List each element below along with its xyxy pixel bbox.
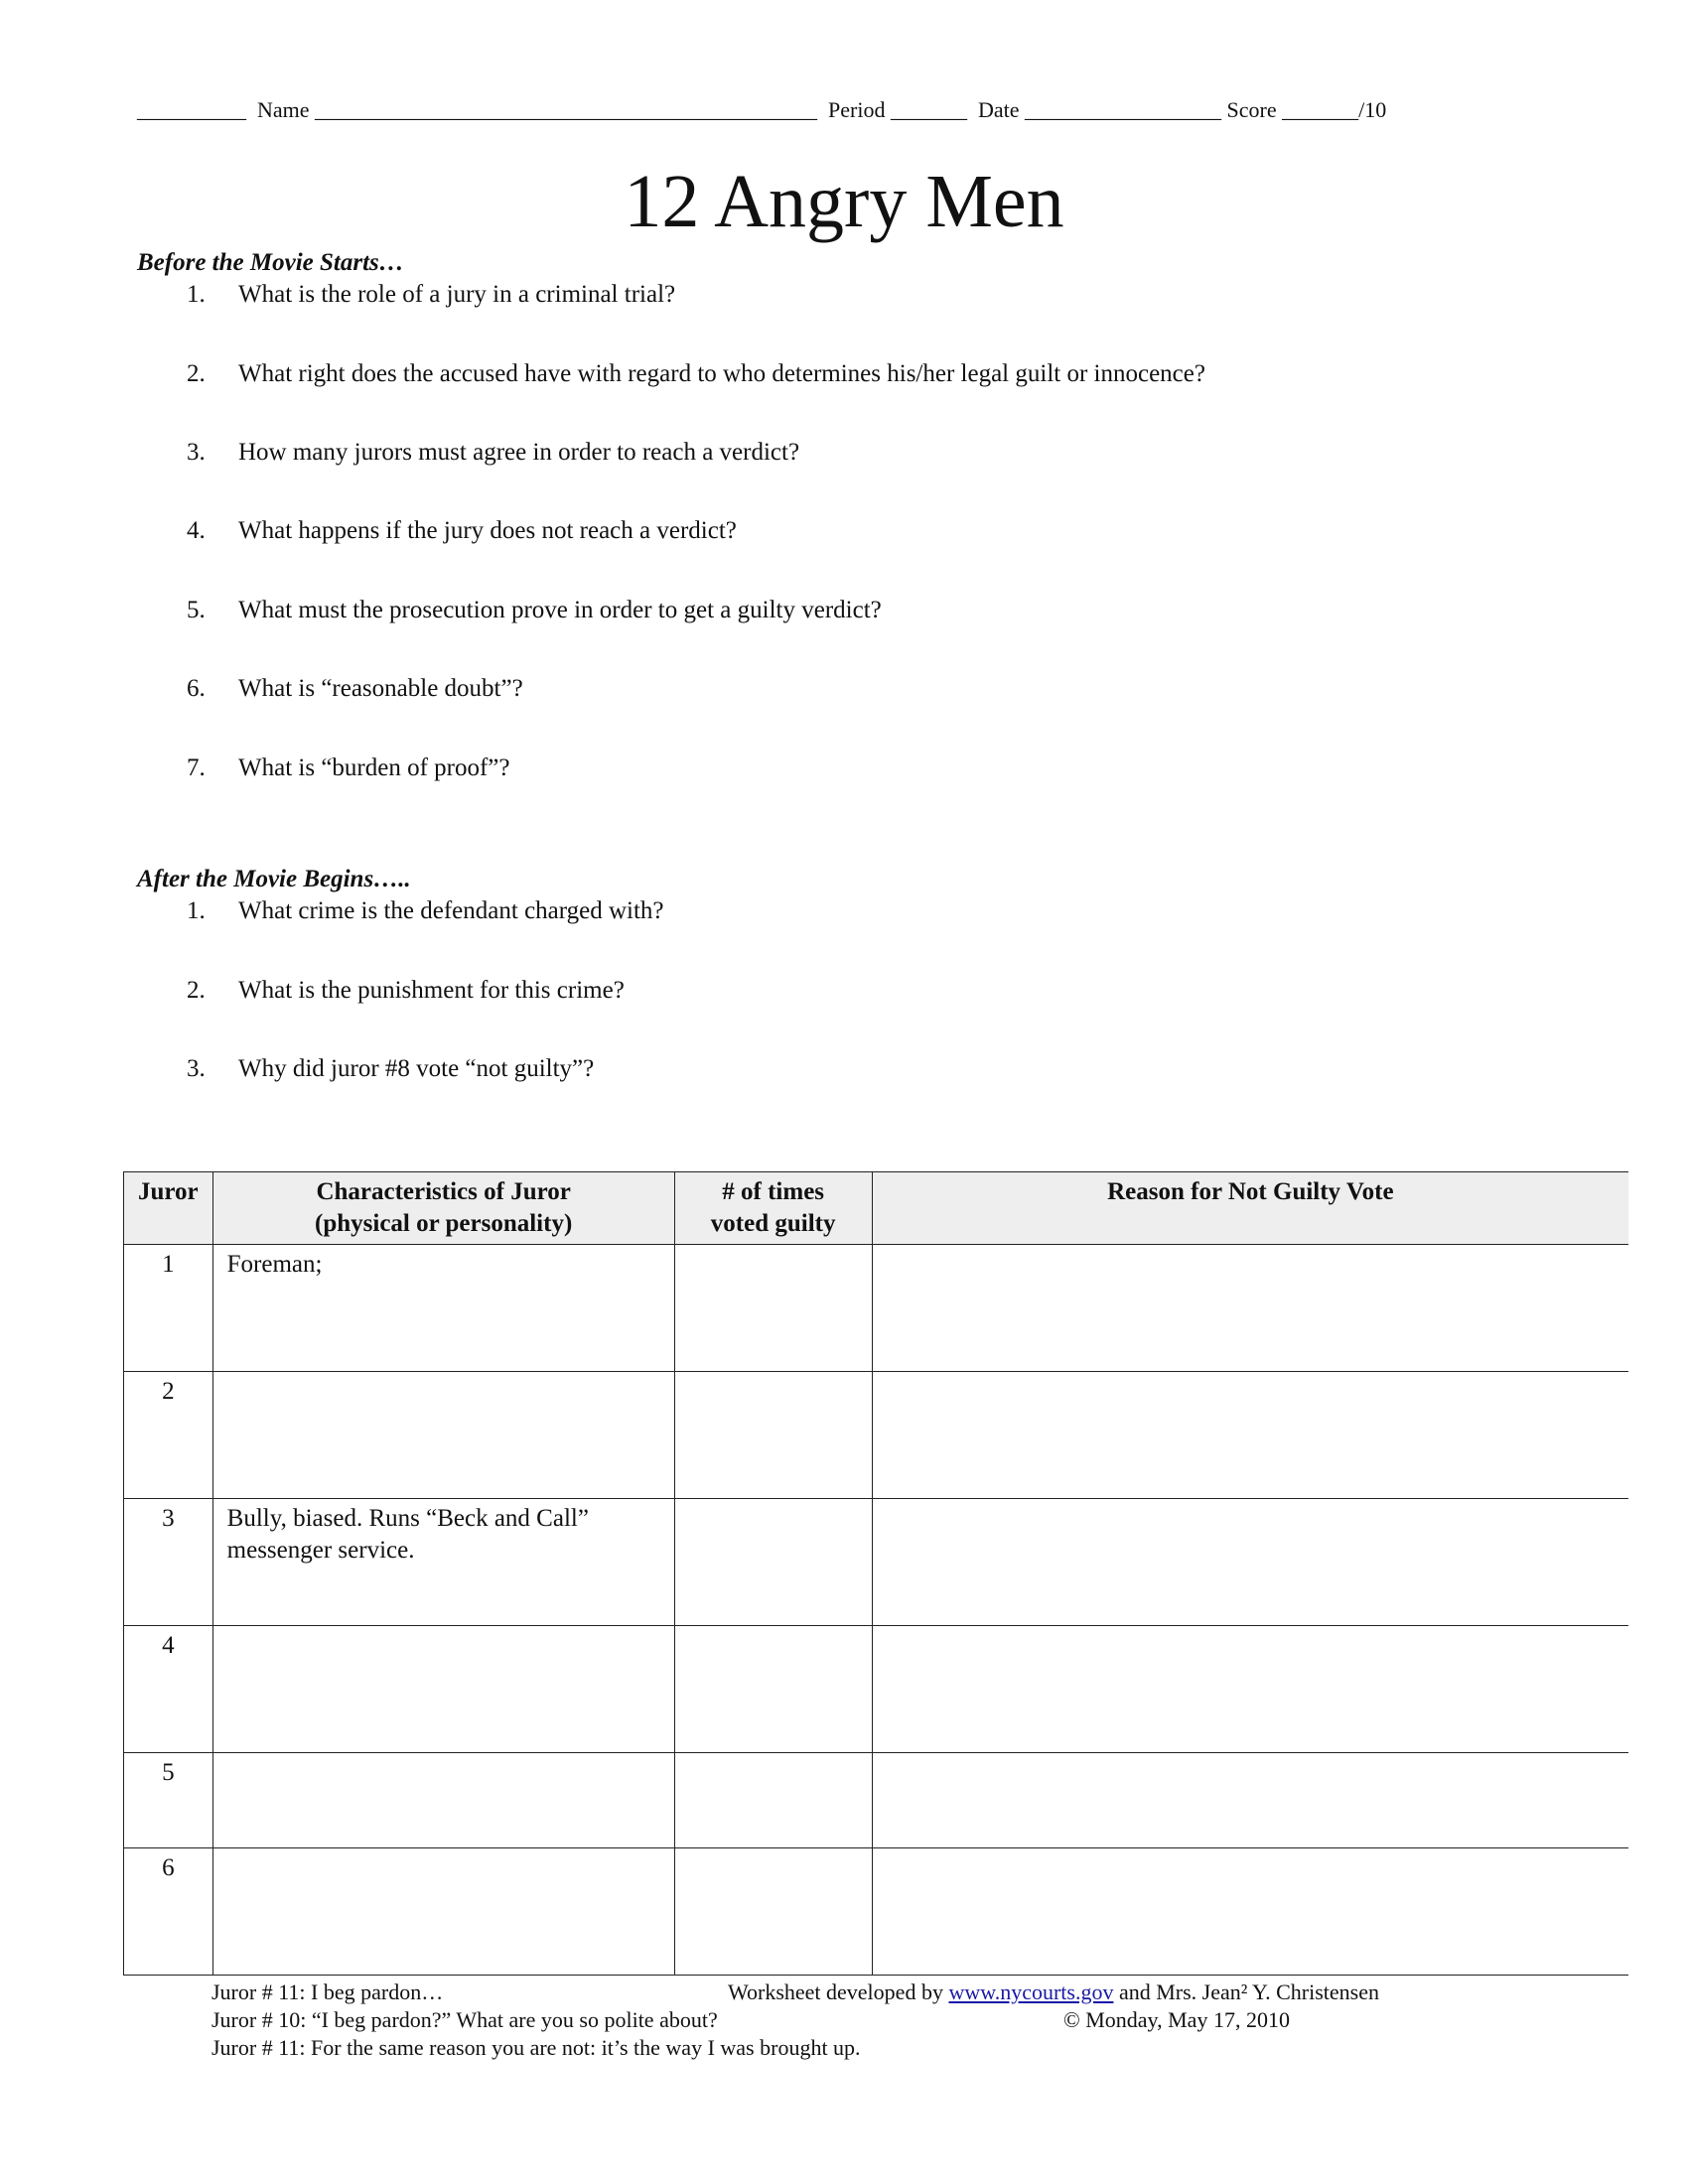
footer-quote-line-2: Juror # 10: “I beg pardon?” What are you so polite about? [211,2007,718,2032]
times-voted-column-header: # of times voted guilty [674,1172,872,1245]
footer-quote-line-1: Juror # 11: I beg pardon… [211,1979,444,2004]
characteristics-column-header: Characteristics of Juror (physical or personality) [212,1172,674,1245]
juror-number-cell: 5 [124,1753,213,1848]
name-field[interactable]: ______________________________________________ [315,97,818,122]
question-text: How many jurors must agree in order to reach a verdict? [238,439,800,466]
credit-suffix: and Mrs. Jean² Y. Christensen [1118,1979,1379,2004]
question-text: What is “reasonable doubt”? [238,675,523,702]
credit-prefix: Worksheet developed by [728,1979,943,2004]
question-text: What is “burden of proof”? [238,754,510,781]
juror-number-cell: 1 [124,1245,213,1372]
table-row [124,1372,1629,1499]
score-label: Score [1226,97,1277,122]
question-number: 1. [187,281,206,308]
question-number: 1. [187,897,206,924]
juror-number-cell: 6 [124,1848,213,1976]
after-question-2 [187,977,625,1005]
reason-cell[interactable] [872,1753,1628,1848]
table-row [124,1245,1629,1372]
table-header-row [124,1172,1629,1245]
characteristics-cell[interactable] [212,1626,674,1753]
footer-copyright: © Monday, May 17, 2010 [1063,2007,1290,2032]
before-question-2 [187,360,1205,388]
date-field[interactable]: __________________ [1025,97,1222,122]
times-voted-cell[interactable] [674,1626,872,1753]
question-number: 5. [187,597,206,623]
question-text: What must the prosecution prove in order to get a guilty verdict? [238,597,882,623]
reason-cell[interactable] [872,1848,1628,1976]
juror-number-cell: 4 [124,1626,213,1753]
times-voted-cell[interactable] [674,1372,872,1499]
before-question-1 [187,281,675,309]
before-question-5 [187,597,882,624]
juror-table [123,1171,1628,1976]
date-label: Date [977,97,1020,122]
before-question-3 [187,439,799,467]
table-row [124,1753,1629,1848]
table-row [124,1848,1629,1976]
juror-column-header: Juror [124,1172,213,1245]
characteristics-cell[interactable] [212,1848,674,1976]
reason-cell[interactable] [872,1245,1628,1372]
question-number: 4. [187,517,206,544]
question-text: Why did juror #8 vote “not guilty”? [238,1055,595,1082]
question-number: 3. [187,439,206,466]
question-number: 2. [187,360,206,387]
times-voted-cell[interactable] [674,1848,872,1976]
characteristics-cell[interactable] [212,1372,674,1499]
after-movie-heading: After the Movie Begins….. [137,866,411,892]
footer-quote-line-3: Juror # 11: For the same reason you are not: it’s the way I was brought up. [211,2035,861,2060]
table-row [124,1626,1629,1753]
question-text: What is the punishment for this crime? [238,977,625,1004]
score-field[interactable]: _______/10 [1282,97,1387,122]
after-question-3 [187,1055,594,1083]
juror-number-cell: 3 [124,1499,213,1626]
characteristics-cell[interactable]: Foreman; [212,1245,674,1372]
before-question-7 [187,754,510,782]
question-number: 6. [187,675,206,702]
characteristics-cell[interactable]: Bully, biased. Runs “Beck and Call” messenger service. [212,1499,674,1626]
before-question-4 [187,517,737,545]
reason-column-header: Reason for Not Guilty Vote [872,1172,1628,1245]
page-title: 12 Angry Men [624,160,1064,243]
question-text: What is the role of a jury in a criminal trial? [238,281,676,308]
reason-cell[interactable] [872,1626,1628,1753]
period-label: Period [828,97,886,122]
reason-cell[interactable] [872,1372,1628,1499]
footer-credit [728,1979,1379,2005]
blank-line[interactable]: __________ [137,97,246,122]
times-voted-cell[interactable] [674,1245,872,1372]
question-number: 3. [187,1055,206,1082]
before-question-6 [187,675,523,703]
before-movie-heading: Before the Movie Starts… [137,249,404,276]
question-text: What happens if the jury does not reach a verdict? [238,517,737,544]
student-info-line [137,97,1386,123]
question-text: What crime is the defendant charged with? [238,897,664,924]
name-label: Name [257,97,310,122]
nycourts-link[interactable]: www.nycourts.gov [948,1979,1114,2004]
table-row [124,1499,1629,1626]
juror-number-cell: 2 [124,1372,213,1499]
period-field[interactable]: _______ [890,97,967,122]
times-voted-cell[interactable] [674,1753,872,1848]
question-text: What right does the accused have with regard to who determines his/her legal guilt or innocence? [238,360,1205,387]
reason-cell[interactable] [872,1499,1628,1626]
question-number: 7. [187,754,206,781]
times-voted-cell[interactable] [674,1499,872,1626]
after-question-1 [187,897,664,925]
characteristics-cell[interactable] [212,1753,674,1848]
question-number: 2. [187,977,206,1004]
